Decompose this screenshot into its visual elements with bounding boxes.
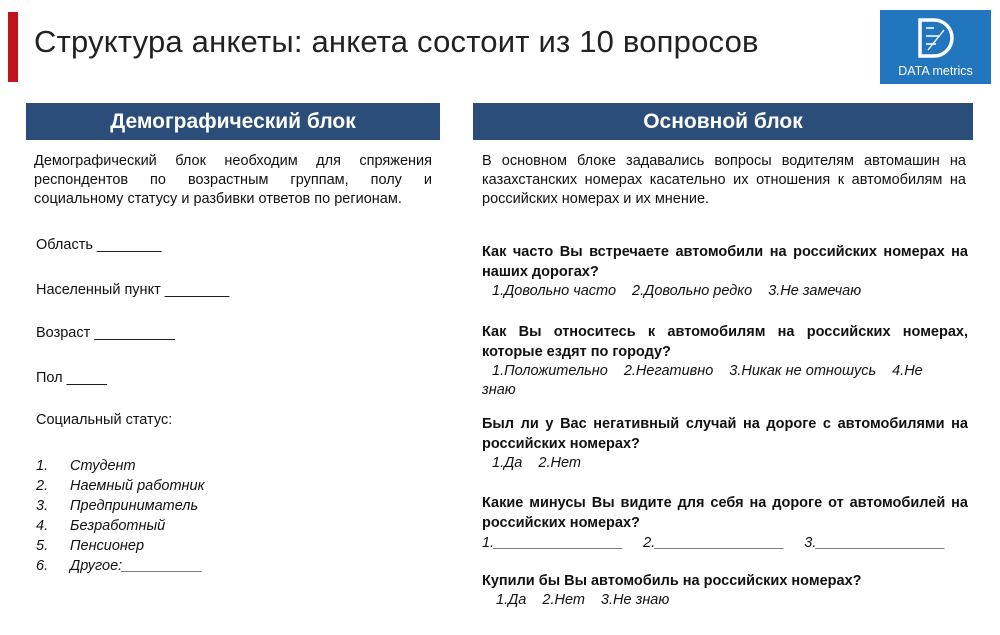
field-social-status: Социальный статус: (36, 412, 173, 428)
question-3 (482, 414, 968, 473)
question-4 (482, 493, 968, 553)
field-age: Возраст __________ (36, 325, 175, 341)
data-metrics-logo (880, 10, 991, 84)
question-5 (482, 571, 968, 610)
question-text: Как часто Вы встречаете автомобили на российских номерах на наших дорогах? (482, 244, 968, 280)
answer-options: 1.Довольно часто 2.Довольно редко 3.Не замечаю (492, 283, 862, 299)
list-item: 5. Пенсионер (36, 538, 145, 554)
question-text: Какие минусы Вы видите для себя на дороге от автомобилей на российских номерах? (482, 495, 968, 531)
answer-options: 1.Да 2.Нет (492, 455, 581, 471)
field-region: Область ________ (36, 237, 162, 253)
question-1 (482, 242, 968, 301)
field-gender: Пол _____ (36, 370, 107, 386)
logo-text: DATA metrics (898, 64, 973, 78)
demographic-intro: Демографический блок необходим для спряжения респондентов по возрастным группам, полу и социальному статусу и разбивки ответов по регионам. (34, 153, 432, 207)
main-intro: В основном блоке задавались вопросы водителям автомашин на казахстанских номерах касательно их отношения к автомобилям на российских номерах и их мнение. (482, 153, 966, 207)
answer-options: 1.Да 2.Нет 3.Не знаю (496, 592, 670, 608)
question-text: Был ли у Вас негативный случай на дороге с автомобилями на российских номерах? (482, 416, 968, 452)
field-settlement: Населенный пункт ________ (36, 282, 230, 298)
list-item: 3. Предприниматель (36, 498, 199, 514)
demographic-block-heading: Демографический блок (26, 103, 440, 140)
main-block-heading: Основной блок (473, 103, 973, 140)
logo-d-icon (914, 16, 958, 60)
answer-blanks: 1.________________ 2.________________ 3.________________ (482, 535, 946, 551)
question-text: Как Вы относитесь к автомобилям на российских номерах, которые ездят по городу? (482, 324, 968, 360)
page-title: Структура анкеты: анкета состоит из 10 вопросов (34, 24, 759, 59)
title-accent-bar (8, 12, 18, 82)
list-item: 2. Наемный работник (36, 478, 205, 494)
question-text: Купили бы Вы автомобиль на российских номерах? (482, 573, 862, 589)
answer-options: 1.Положительно 2.Негативно 3.Никак не отношусь 4.Не знаю (482, 363, 923, 398)
social-status-options (36, 456, 204, 576)
list-item: 6. Другое:__________ (36, 558, 203, 574)
question-2 (482, 322, 968, 400)
list-item: 1. Студент (36, 458, 136, 474)
list-item: 4. Безработный (36, 518, 166, 534)
